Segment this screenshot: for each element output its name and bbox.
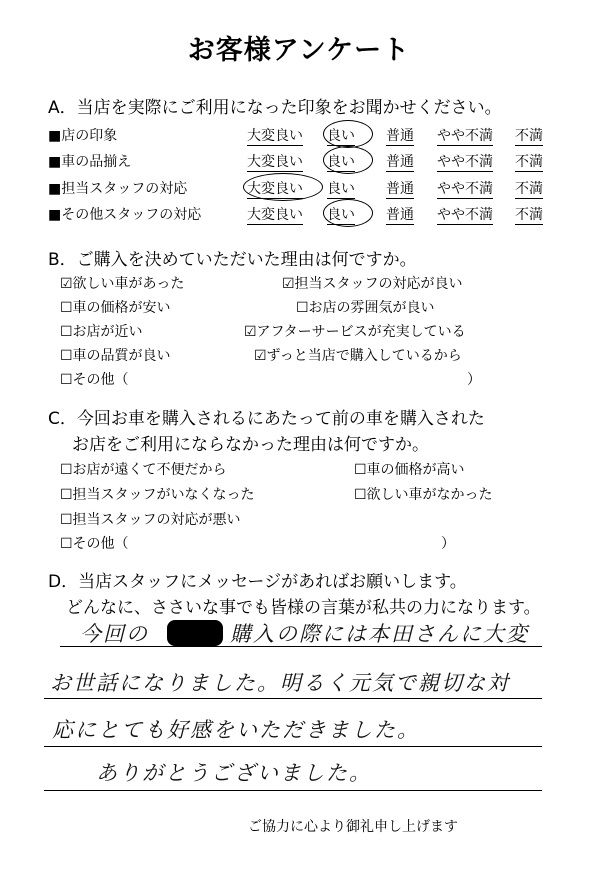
rating-option[interactable]: 良い (327, 204, 355, 225)
handwriting-line-1b: 購入の際には本田さんに大変 (230, 622, 529, 646)
rating-option[interactable]: 普通 (386, 151, 414, 172)
rating-option[interactable]: 不満 (515, 125, 543, 146)
selection-circle (323, 120, 373, 148)
option-b-right-2[interactable]: ☐お店の雰囲気が良い (296, 300, 435, 316)
rating-row-label: ■その他スタッフの対応 (48, 207, 202, 223)
section-c-question-line1: C．今回お車を購入されるにあたって前の車を購入された (48, 409, 485, 429)
option-c-right-2[interactable]: ☐欲しい車がなかった (354, 487, 493, 503)
rating-row-label: ■車の品揃え (48, 154, 132, 170)
rating-option[interactable]: 不満 (515, 204, 543, 225)
option-b-left-2[interactable]: ☐車の価格が安い (60, 300, 171, 316)
rating-row-label: ■担当スタッフの対応 (48, 181, 188, 197)
rating-option[interactable]: やや不満 (437, 204, 493, 225)
section-b-question: B．ご購入を決めていただいた理由は何ですか。 (48, 250, 417, 270)
page-title: お客様アンケート (187, 35, 411, 66)
writing-line (44, 746, 542, 747)
section-a-question: A．当店を実際にご利用になった印象をお聞かせください。 (48, 98, 502, 118)
option-b-other-close: ） (467, 372, 481, 388)
rating-option[interactable]: 大変良い (247, 204, 303, 225)
rating-option[interactable]: 不満 (515, 178, 543, 199)
handwriting-line-4: ありがとうございました。 (96, 761, 372, 785)
rating-option[interactable]: 良い (327, 151, 355, 172)
rating-option[interactable]: 大変良い (247, 151, 303, 172)
section-d-question-line2: どんなに、ささいな事でも皆様の言葉が私共の力になります。 (66, 598, 541, 618)
rating-option[interactable]: やや不満 (437, 178, 493, 199)
option-b-left-1[interactable]: ☑欲しい車があった (60, 276, 185, 292)
option-b-left-4[interactable]: ☐車の品質が良い (60, 348, 171, 364)
option-c-left-1[interactable]: ☐お店が遠くて不便だから (60, 462, 227, 478)
selection-circle (323, 146, 373, 174)
option-b-right-4[interactable]: ☑ずっと当店で購入しているから (254, 348, 462, 364)
writing-line (44, 698, 542, 699)
rating-option[interactable]: 普通 (386, 204, 414, 225)
option-c-other-close: ） (441, 536, 455, 552)
rating-row-label: ■店の印象 (48, 128, 118, 144)
footer-thanks: ご協力に心より御礼申し上げます (248, 819, 458, 835)
option-c-other[interactable]: ☐その他（ (60, 536, 129, 552)
rating-option[interactable]: 普通 (386, 125, 414, 146)
option-b-right-1[interactable]: ☑担当スタッフの対応が良い (282, 276, 463, 292)
selection-circle (243, 173, 323, 201)
rating-option[interactable]: やや不満 (437, 151, 493, 172)
option-c-right-1[interactable]: ☐車の価格が高い (354, 462, 465, 478)
option-c-left-3[interactable]: ☐担当スタッフの対応が悪い (60, 512, 241, 528)
section-c-question-line2: お店をご利用にならなかった理由は何ですか。 (72, 435, 429, 455)
option-c-left-2[interactable]: ☐担当スタッフがいなくなった (60, 487, 255, 503)
rating-option[interactable]: 不満 (515, 151, 543, 172)
rating-option[interactable]: 普通 (386, 178, 414, 199)
option-b-right-3[interactable]: ☑アフターサービスが充実している (244, 324, 466, 340)
option-b-other[interactable]: ☐その他（ (60, 372, 129, 388)
option-b-left-3[interactable]: ☐お店が近い (60, 324, 143, 340)
redaction-mark (167, 620, 223, 646)
writing-line (44, 790, 542, 791)
rating-option[interactable]: やや不満 (437, 125, 493, 146)
rating-option[interactable]: 良い (327, 178, 355, 199)
handwriting-line-3: 応にとても好感をいただきました。 (52, 718, 420, 742)
selection-circle (323, 199, 373, 227)
section-d-question-line1: D．当店スタッフにメッセージがあればお願いします。 (48, 572, 467, 592)
handwriting-line-2: お世話になりました。明るく元気で親切な対 (50, 671, 510, 695)
rating-option[interactable]: 大変良い (247, 125, 303, 146)
rating-option[interactable]: 大変良い (247, 178, 303, 199)
handwriting-line-1a: 今回の (80, 622, 149, 646)
rating-option[interactable]: 良い (327, 125, 355, 146)
